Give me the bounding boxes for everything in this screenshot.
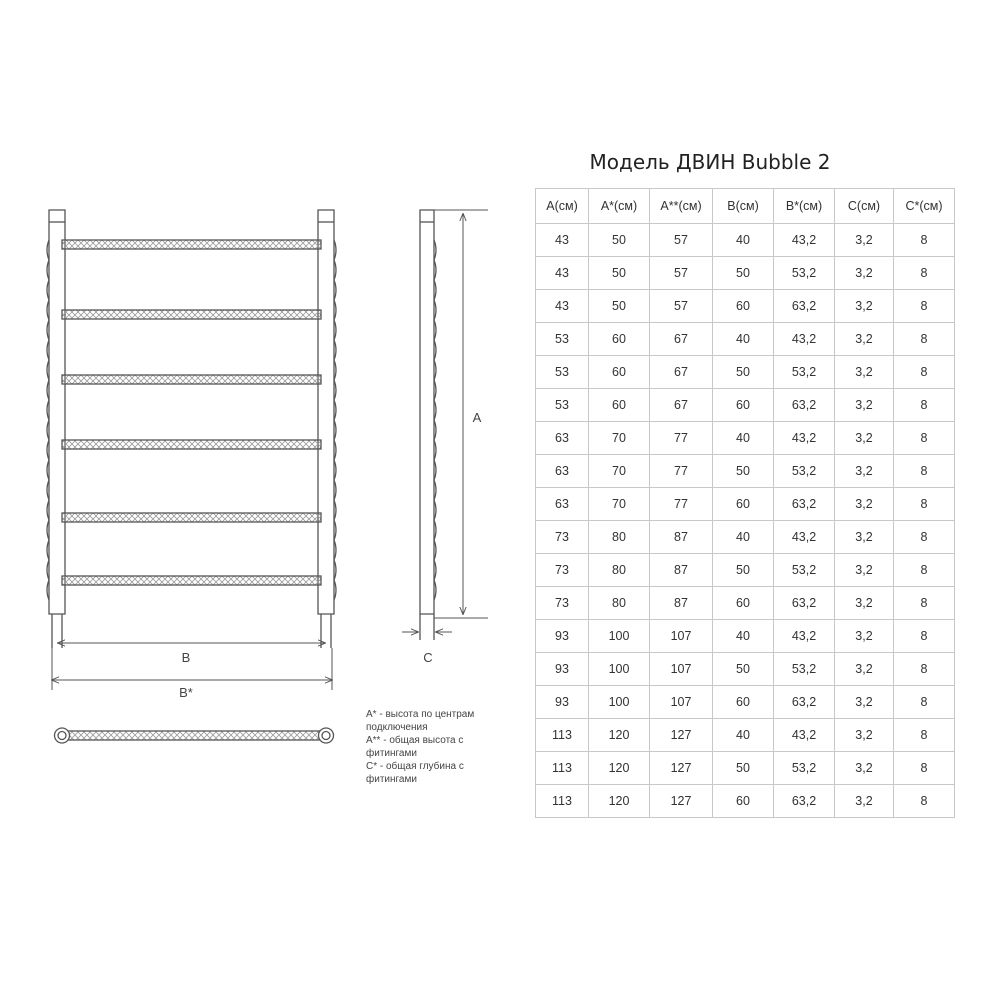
table-cell: 3,2 — [835, 686, 894, 719]
column-header: B(см) — [713, 189, 774, 224]
table-cell: 77 — [650, 488, 713, 521]
notes — [366, 708, 496, 786]
table-cell: 60 — [713, 290, 774, 323]
table-cell: 50 — [713, 455, 774, 488]
table-row — [536, 257, 955, 290]
side-rail — [420, 210, 434, 614]
table-cell: 3,2 — [835, 389, 894, 422]
table-row — [536, 224, 955, 257]
table-cell: 100 — [589, 686, 650, 719]
table-cell: 73 — [536, 587, 589, 620]
crossbar — [62, 375, 321, 384]
table-row — [536, 587, 955, 620]
table-cell: 63 — [536, 455, 589, 488]
table-cell: 43 — [536, 290, 589, 323]
table-cell: 8 — [894, 257, 955, 290]
table-cell: 3,2 — [835, 257, 894, 290]
table-row — [536, 488, 955, 521]
table-cell: 77 — [650, 455, 713, 488]
table-cell: 87 — [650, 521, 713, 554]
dimension-b-star — [52, 648, 332, 690]
table-cell: 3,2 — [835, 752, 894, 785]
table-cell: 50 — [713, 257, 774, 290]
table-cell: 63,2 — [774, 488, 835, 521]
table-cell: 67 — [650, 323, 713, 356]
table-cell: 60 — [713, 785, 774, 818]
table-cell: 3,2 — [835, 224, 894, 257]
table-cell: 60 — [713, 389, 774, 422]
table-cell: 127 — [650, 719, 713, 752]
table-cell: 87 — [650, 587, 713, 620]
table-cell: 127 — [650, 785, 713, 818]
table-cell: 70 — [589, 455, 650, 488]
table-cell: 8 — [894, 719, 955, 752]
dimension-b-label: B — [181, 650, 191, 665]
table-cell: 50 — [713, 653, 774, 686]
table-cell: 53 — [536, 323, 589, 356]
column-header: A(см) — [536, 189, 589, 224]
table-cell: 87 — [650, 554, 713, 587]
table-cell: 63,2 — [774, 290, 835, 323]
table-cell: 8 — [894, 224, 955, 257]
top-view-left-end — [55, 728, 70, 743]
crossbar — [62, 576, 321, 585]
table-cell: 50 — [589, 257, 650, 290]
table-cell: 63,2 — [774, 785, 835, 818]
table-cell: 40 — [713, 521, 774, 554]
table-cell: 43,2 — [774, 224, 835, 257]
table-cell: 120 — [589, 752, 650, 785]
table-cell: 8 — [894, 422, 955, 455]
table-cell: 63,2 — [774, 587, 835, 620]
crossbars — [62, 240, 321, 585]
table-cell: 63 — [536, 422, 589, 455]
table-row — [536, 653, 955, 686]
table-cell: 70 — [589, 488, 650, 521]
table-header-row — [536, 189, 955, 224]
table-cell: 8 — [894, 356, 955, 389]
table-row — [536, 719, 955, 752]
table-cell: 80 — [589, 521, 650, 554]
table-cell: 40 — [713, 719, 774, 752]
table-cell: 8 — [894, 290, 955, 323]
table-cell: 3,2 — [835, 356, 894, 389]
table-cell: 53,2 — [774, 752, 835, 785]
note-c-star: C* - общая глубина с фитингами — [366, 761, 464, 785]
table-cell: 53,2 — [774, 257, 835, 290]
table-cell: 43,2 — [774, 422, 835, 455]
table-cell: 73 — [536, 521, 589, 554]
table-cell: 120 — [589, 785, 650, 818]
table-cell: 3,2 — [835, 554, 894, 587]
table-row — [536, 356, 955, 389]
table-cell: 60 — [713, 488, 774, 521]
table-cell: 67 — [650, 356, 713, 389]
table-cell: 60 — [589, 389, 650, 422]
crossbar — [62, 310, 321, 319]
table-cell: 50 — [713, 554, 774, 587]
table-row — [536, 620, 955, 653]
table-cell: 113 — [536, 752, 589, 785]
table-cell: 3,2 — [835, 785, 894, 818]
table-cell: 73 — [536, 554, 589, 587]
table-cell: 60 — [713, 686, 774, 719]
table-cell: 67 — [650, 389, 713, 422]
crossbar — [62, 440, 321, 449]
table-row — [536, 785, 955, 818]
column-header: C*(см) — [894, 189, 955, 224]
table-cell: 8 — [894, 620, 955, 653]
dimension-b-star-label: B* — [179, 685, 193, 700]
table-cell: 8 — [894, 389, 955, 422]
table-cell: 8 — [894, 554, 955, 587]
table-cell: 3,2 — [835, 455, 894, 488]
table-cell: 3,2 — [835, 653, 894, 686]
table-cell: 127 — [650, 752, 713, 785]
side-view — [420, 210, 436, 640]
table-row — [536, 389, 955, 422]
table-cell: 8 — [894, 785, 955, 818]
table-cell: 53,2 — [774, 455, 835, 488]
table-cell: 8 — [894, 323, 955, 356]
table-cell: 100 — [589, 653, 650, 686]
table-cell: 57 — [650, 290, 713, 323]
dimension-a-label: A — [472, 410, 482, 425]
table-cell: 93 — [536, 620, 589, 653]
table-cell: 63 — [536, 488, 589, 521]
table-cell: 43,2 — [774, 521, 835, 554]
front-view — [47, 210, 336, 648]
table-cell: 93 — [536, 653, 589, 686]
top-view-bar — [62, 731, 326, 740]
table-row — [536, 455, 955, 488]
table-row — [536, 686, 955, 719]
table-cell: 50 — [589, 290, 650, 323]
note-a-star: A* - высота по центрам подключения — [366, 709, 475, 733]
table-cell: 3,2 — [835, 422, 894, 455]
table-cell: 107 — [650, 620, 713, 653]
table-cell: 60 — [713, 587, 774, 620]
table-cell: 43 — [536, 257, 589, 290]
table-cell: 8 — [894, 653, 955, 686]
note-a-double-star: A** - общая высота с фитингами — [366, 735, 464, 759]
table-cell: 60 — [589, 356, 650, 389]
table-cell: 8 — [894, 455, 955, 488]
table-cell: 43,2 — [774, 719, 835, 752]
top-view — [55, 728, 334, 743]
table-cell: 43,2 — [774, 620, 835, 653]
table-cell: 100 — [589, 620, 650, 653]
table-cell: 8 — [894, 488, 955, 521]
table-cell: 8 — [894, 686, 955, 719]
crossbar — [62, 513, 321, 522]
table-cell: 57 — [650, 257, 713, 290]
table-cell: 40 — [713, 224, 774, 257]
table-cell: 60 — [589, 323, 650, 356]
table-cell: 57 — [650, 224, 713, 257]
table-cell: 70 — [589, 422, 650, 455]
table-cell: 40 — [713, 323, 774, 356]
table-cell: 50 — [589, 224, 650, 257]
table-cell: 107 — [650, 686, 713, 719]
table-cell: 3,2 — [835, 620, 894, 653]
column-header: A*(см) — [589, 189, 650, 224]
table-cell: 43,2 — [774, 323, 835, 356]
spec-table — [535, 188, 955, 818]
table-cell: 77 — [650, 422, 713, 455]
table-cell: 53,2 — [774, 653, 835, 686]
table-cell: 40 — [713, 620, 774, 653]
table-row — [536, 752, 955, 785]
table-cell: 8 — [894, 587, 955, 620]
table-cell: 53 — [536, 389, 589, 422]
page-title: Модель ДВИН Bubble 2 — [589, 150, 831, 174]
crossbar — [62, 240, 321, 249]
table-row — [536, 323, 955, 356]
table-row — [536, 554, 955, 587]
table-cell: 53 — [536, 356, 589, 389]
table-cell: 80 — [589, 587, 650, 620]
table-cell: 50 — [713, 752, 774, 785]
table-cell: 8 — [894, 752, 955, 785]
table-cell: 53,2 — [774, 554, 835, 587]
top-view-right-end — [319, 728, 334, 743]
table-row — [536, 290, 955, 323]
table-cell: 3,2 — [835, 488, 894, 521]
table-row — [536, 422, 955, 455]
left-rail — [49, 210, 65, 614]
table-cell: 50 — [713, 356, 774, 389]
table-cell: 8 — [894, 521, 955, 554]
table-row — [536, 521, 955, 554]
dimension-c-label: C — [423, 650, 433, 665]
table-cell: 63,2 — [774, 389, 835, 422]
table-cell: 113 — [536, 719, 589, 752]
right-rail — [318, 210, 334, 614]
table-cell: 80 — [589, 554, 650, 587]
table-cell: 3,2 — [835, 323, 894, 356]
table-cell: 53,2 — [774, 356, 835, 389]
table-cell: 3,2 — [835, 719, 894, 752]
table-cell: 113 — [536, 785, 589, 818]
column-header: B*(см) — [774, 189, 835, 224]
table-cell: 107 — [650, 653, 713, 686]
table-body — [536, 224, 955, 818]
table-cell: 120 — [589, 719, 650, 752]
table-cell: 93 — [536, 686, 589, 719]
column-header: C(см) — [835, 189, 894, 224]
table-cell: 3,2 — [835, 290, 894, 323]
table-cell: 43 — [536, 224, 589, 257]
table-cell: 40 — [713, 422, 774, 455]
column-header: A**(см) — [650, 189, 713, 224]
table-cell: 3,2 — [835, 521, 894, 554]
table-cell: 3,2 — [835, 587, 894, 620]
table-cell: 63,2 — [774, 686, 835, 719]
